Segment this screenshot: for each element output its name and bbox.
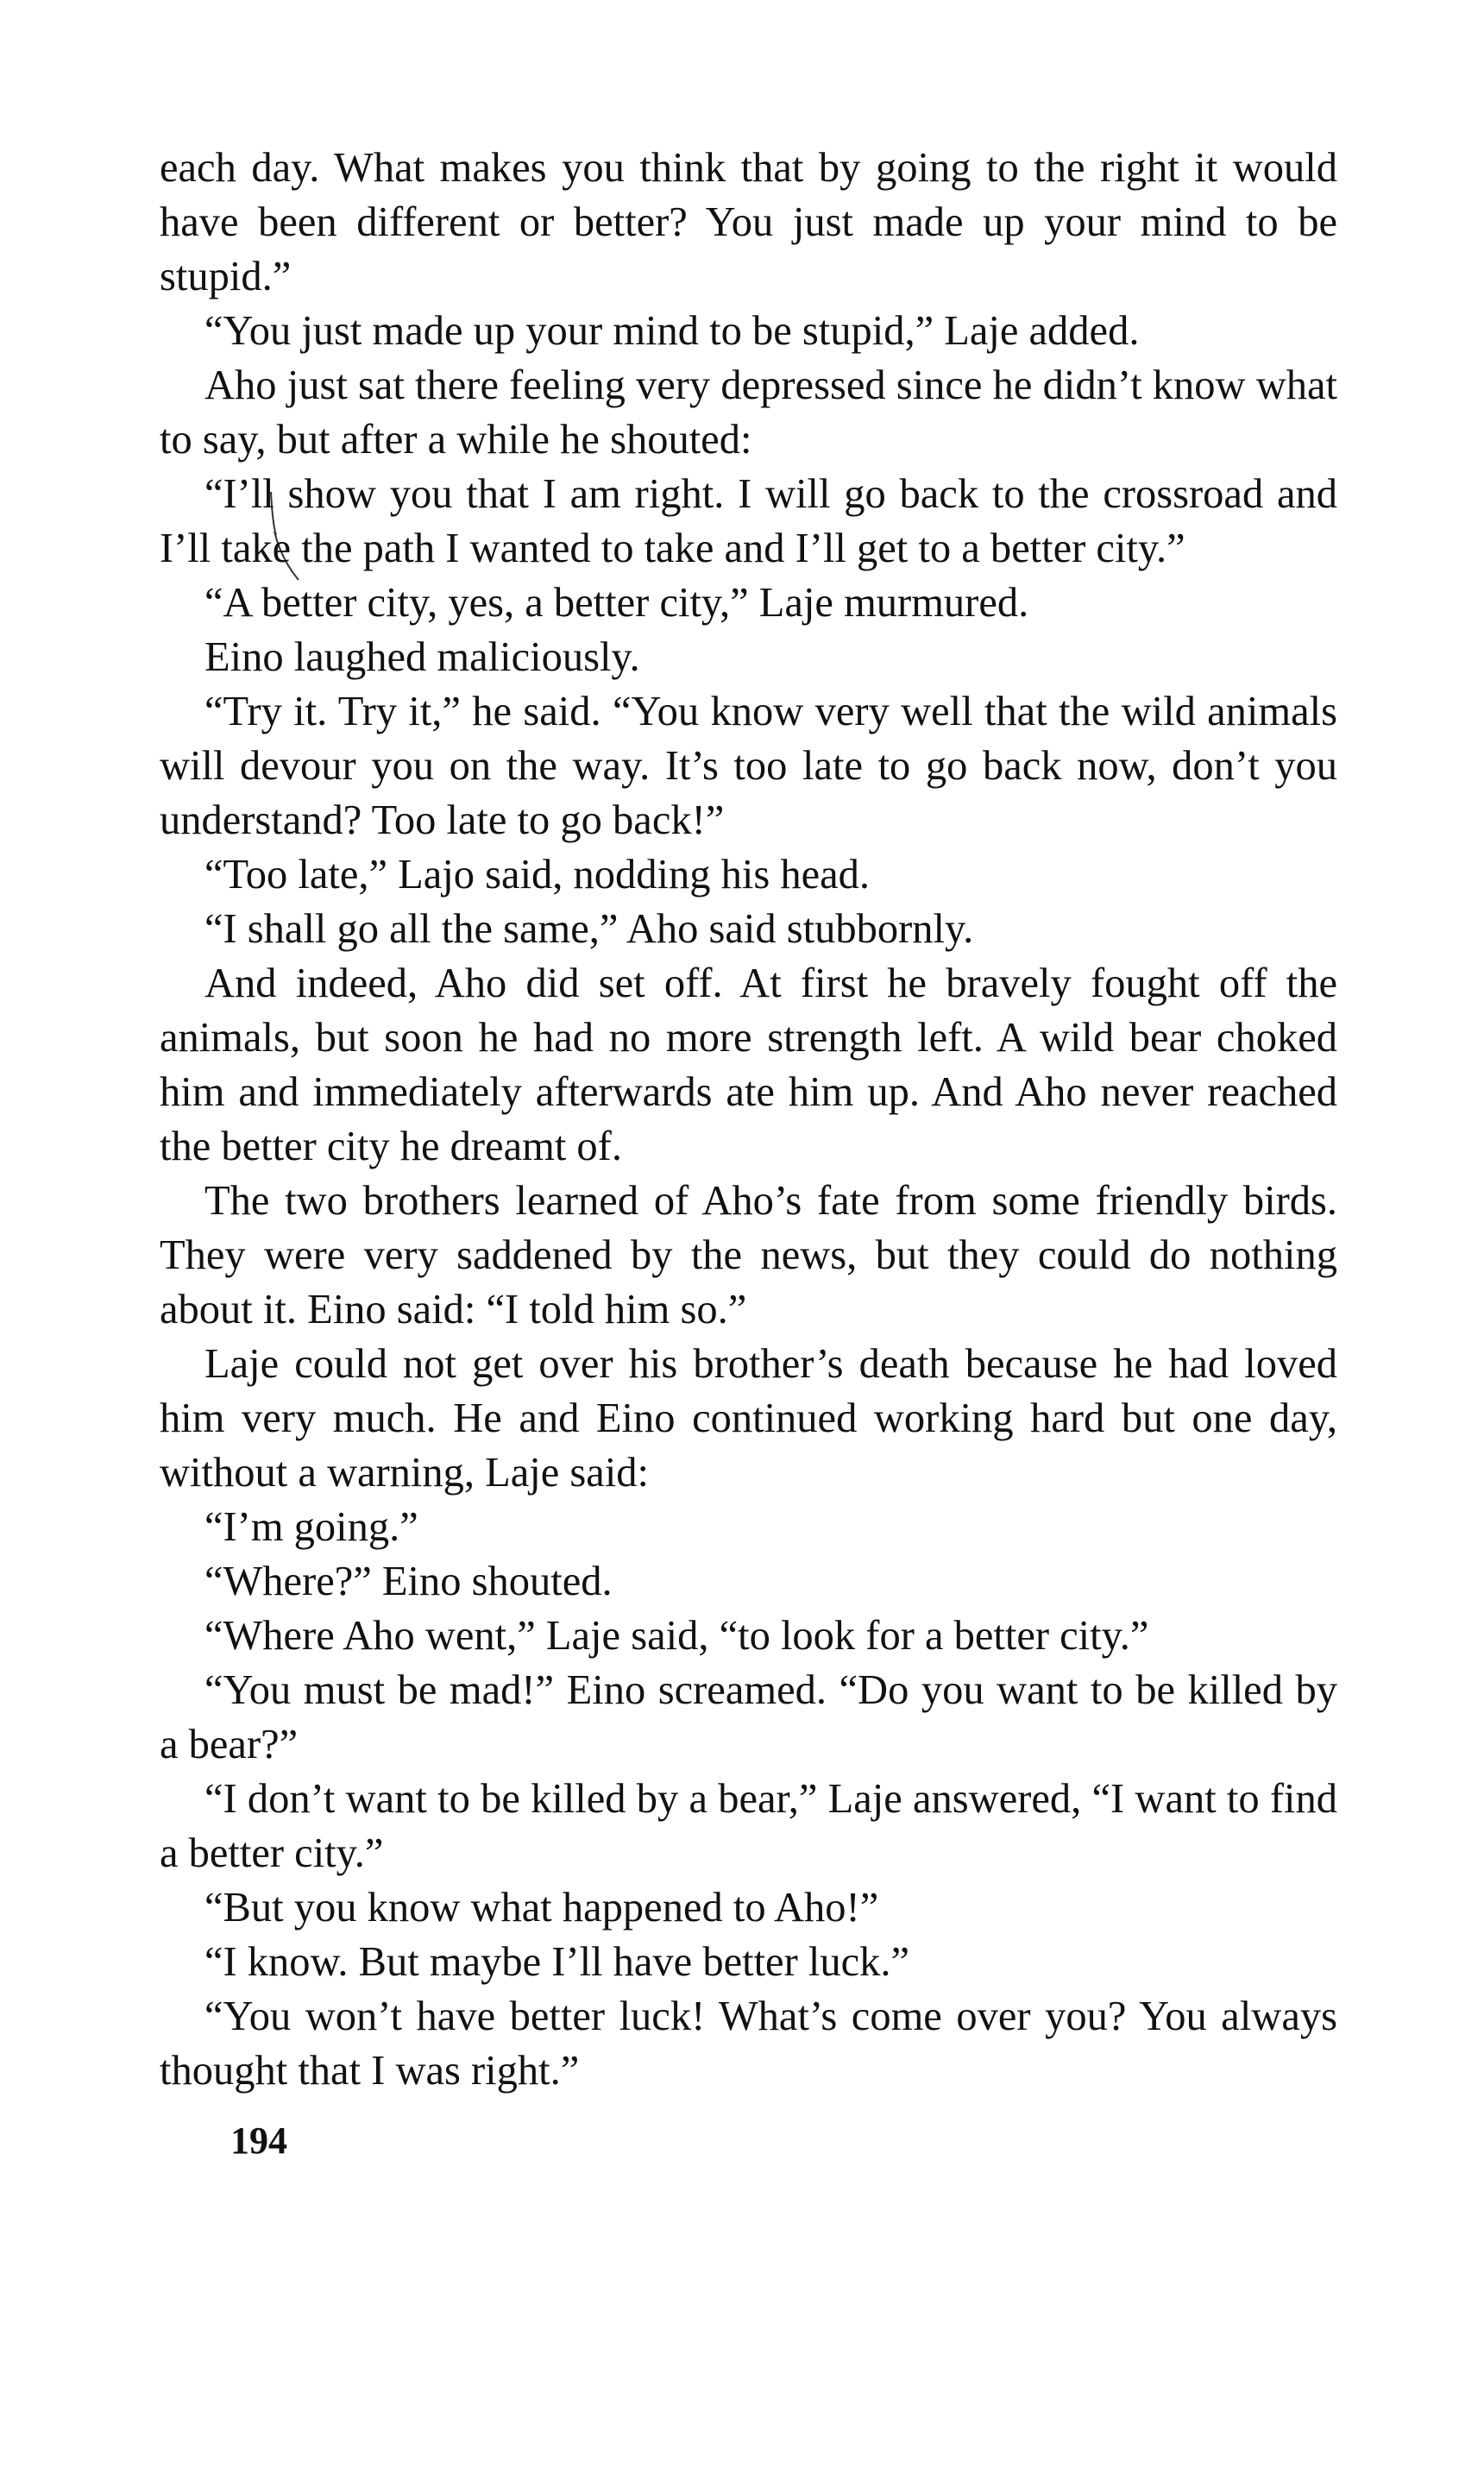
paragraph: “I know. But maybe I’ll have better luck.” [204,1939,910,1985]
paragraph: “Try it. Try it,” he said. “You know very well that the wild animals will devour you on the way. It’s too late to go back now, don’t you understand? Too late to go back!” [160,689,1337,843]
paragraph: “Too late,” Lajo said, nodding his head. [204,852,871,898]
paragraph: “I shall go all the same,” Aho said stubbornly. [204,906,974,952]
paragraph: “I’m going.” [204,1504,418,1550]
paragraph: And indeed, Aho did set off. At first he bravely fought off the animals, but soon he had no more strength left. A wild bear choked him and immediately afterwards ate him up. And Aho never reached the better city he dreamt of. [160,961,1337,1169]
paragraph: “You won’t have better luck! What’s come over you? You always thought that I was right.” [160,1994,1337,2094]
paragraph: “But you know what happened to Aho!” [204,1885,879,1931]
paragraph: Laje could not get over his brother’s death because he had loved him very much. He and Eino continued working hard but one day, without a warning, Laje said: [160,1341,1337,1496]
paragraph: “You just made up your mind to be stupid,” Laje added. [204,308,1140,354]
paragraph: each day. What makes you think that by going to the right it would have been different or better? You just made up your mind to be stupid.” [160,145,1337,299]
page-number: 194 [230,2120,287,2162]
paragraph: “A better city, yes, a better city,” Laje murmured. [204,580,1029,626]
paragraph: “I don’t want to be killed by a bear,” Laje answered, “I want to find a better city.” [160,1776,1337,1876]
paragraph: “I’ll show you that I am right. I will go back to the crossroad and I’ll take the path I wanted to take and I’ll get to a better city.” [160,471,1337,571]
paragraph: “Where Aho went,” Laje said, “to look for a better city.” [204,1613,1149,1659]
paragraph: Eino laughed maliciously. [204,634,640,680]
paragraph: “You must be mad!” Eino screamed. “Do you want to be killed by a bear?” [160,1667,1337,1767]
paragraph: Aho just sat there feeling very depressed since he didn’t know what to say, but after a while he shouted: [160,362,1337,463]
paragraph: The two brothers learned of Aho’s fate from some friendly birds. They were very saddened by the news, but they could do nothing about it. Eino said: “I told him so.” [160,1178,1337,1332]
body-text [160,141,1337,2098]
paragraph: “Where?” Eino shouted. [204,1559,613,1604]
